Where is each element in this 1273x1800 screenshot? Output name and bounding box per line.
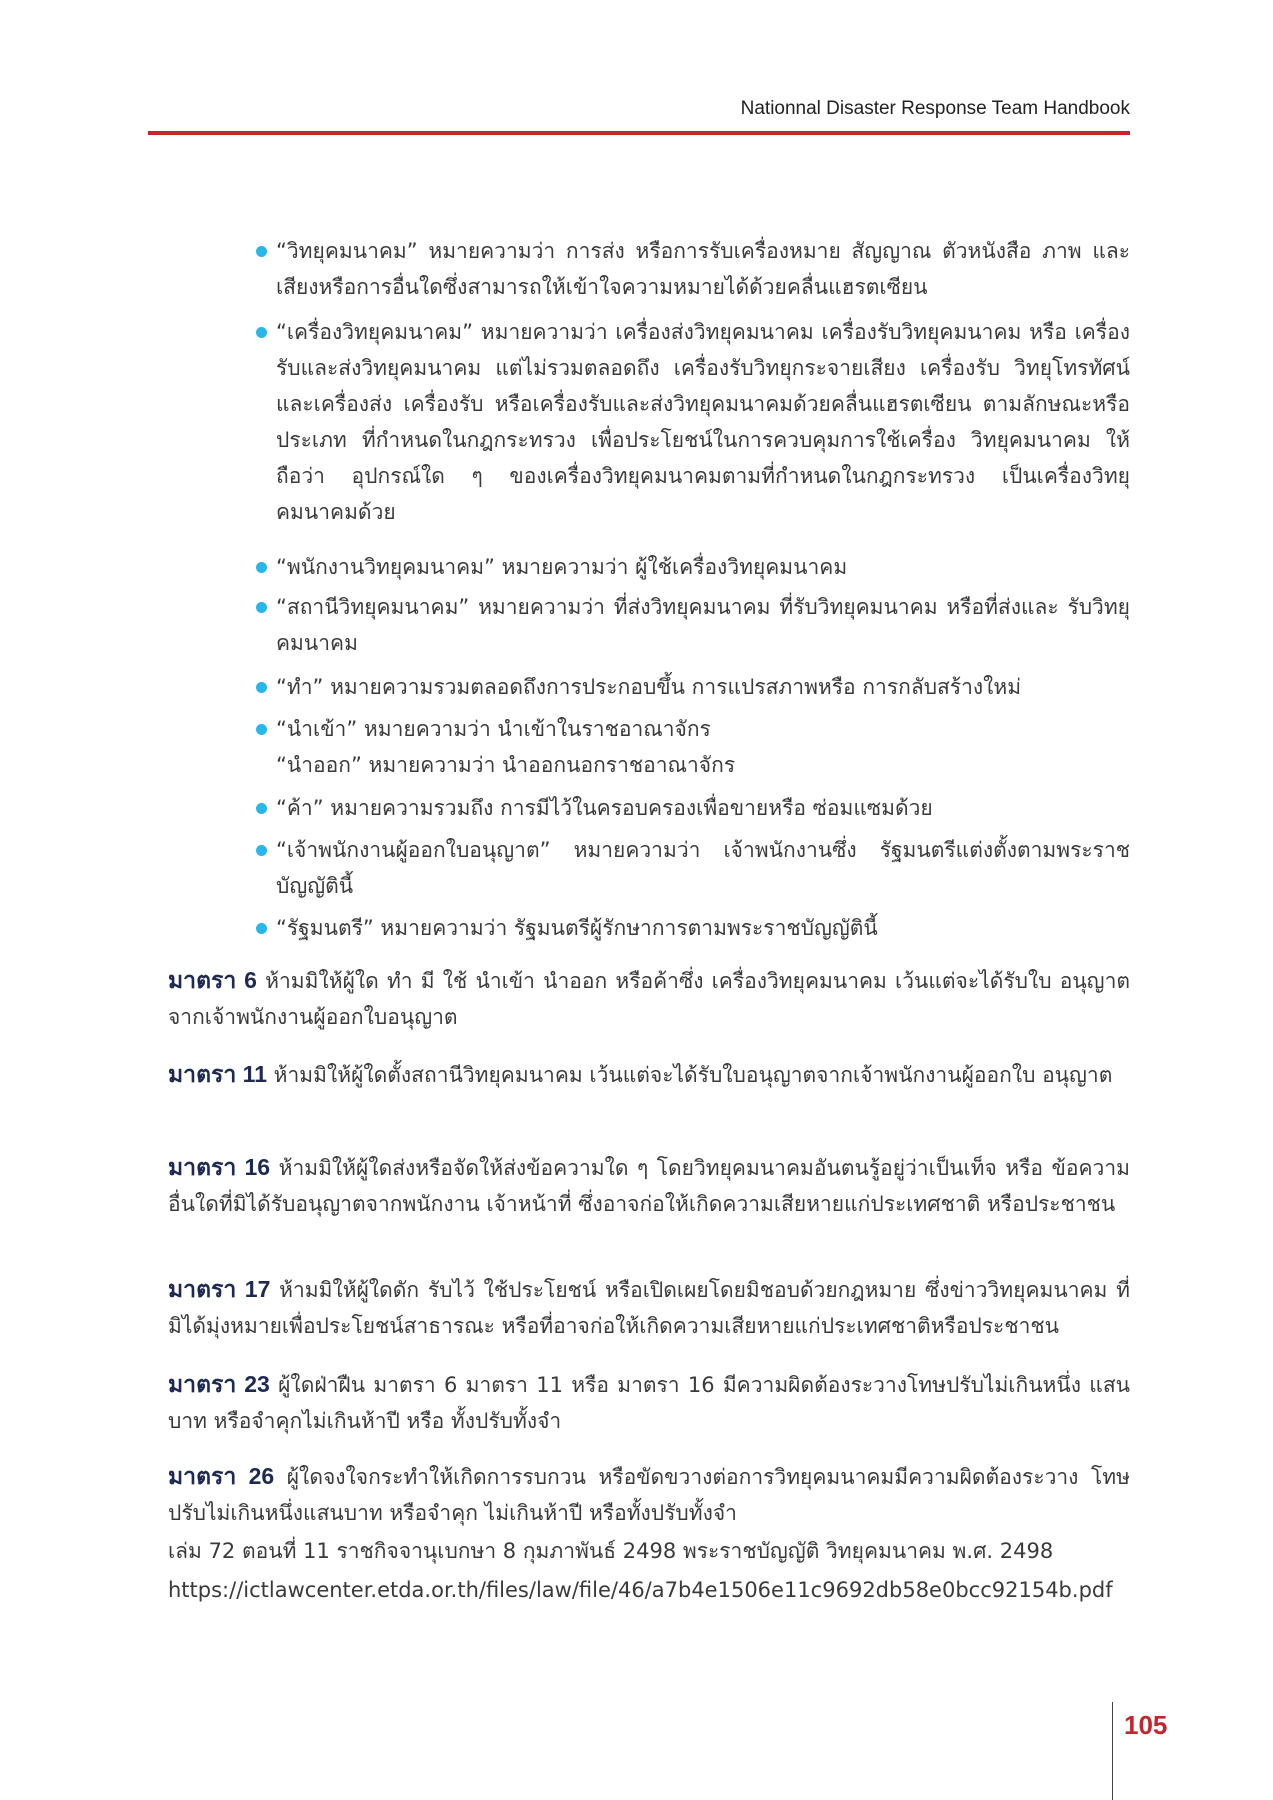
definition-text: “สถานีวิทยุคมนาคม” หมายความว่า ที่ส่งวิทยุคมนาคม ที่รับวิทยุคมนาคม หรือที่ส่งและ รับวิทยุคมนาคม xyxy=(276,595,1130,655)
section-text: ผู้ใดจงใจกระทำให้เกิดการรบกวน หรือขัดขวางต่อการวิทยุคมนาคมมีความผิดต้องระวาง โทษปรับไม่เกินหนึ่งแสนบาท หรือจำคุก ไม่เกินห้าปี หรือทั้งปรับทั้งจำ xyxy=(168,1465,1130,1525)
section-label: มาตรา 16 xyxy=(168,1154,271,1180)
footer-divider xyxy=(1112,1702,1113,1800)
definition-item xyxy=(276,233,1130,305)
section-text: ผู้ใดฝ่าฝืน มาตรา 6 มาตรา 11 หรือ มาตรา 16 มีความผิดต้องระวางโทษปรับไม่เกินหนึ่ง แสนบาท หรือจำคุกไม่เกินห้าปี หรือ ทั้งปรับทั้งจำ xyxy=(168,1373,1130,1433)
bullet-icon xyxy=(256,562,267,573)
definition-item xyxy=(276,910,1130,946)
section-label: มาตรา 11 xyxy=(168,1061,267,1087)
section-text: ห้ามมิให้ผู้ใดตั้งสถานีวิทยุคมนาคม เว้นแต่จะได้รับใบอนุญาตจากเจ้าพนักงานผู้ออกใบ อนุญาต xyxy=(267,1063,1113,1087)
section-label: มาตรา 17 xyxy=(168,1276,271,1302)
definition-text: “นำเข้า” หมายความว่า นำเข้าในราชอาณาจักร xyxy=(276,717,711,741)
bullet-icon xyxy=(256,803,267,814)
definition-item xyxy=(276,669,1130,705)
section-text: ห้ามมิให้ผู้ใดดัก รับไว้ ใช้ประโยชน์ หรือเปิดเผยโดยมิชอบด้วยกฎหมาย ซึ่งข่าววิทยุคมนาคม ที่มิได้มุ่งหมายเพื่อประโยชน์สาธารณะ หรือที่อาจก่อให้เกิดความเสียหายแก่ประเทศชาติหรือประชาชน xyxy=(168,1278,1131,1338)
header-rule xyxy=(148,131,1130,135)
definition-text: “นำออก” หมายความว่า นำออกนอกราชอาณาจักร xyxy=(276,753,736,777)
section-paragraph xyxy=(168,1458,1130,1531)
bullet-icon xyxy=(256,682,267,693)
bullet-icon xyxy=(256,923,267,934)
section-label: มาตรา 23 xyxy=(168,1371,270,1397)
section-label: มาตรา 6 xyxy=(168,967,257,993)
definition-text: “เครื่องวิทยุคมนาคม” หมายความว่า เครื่องส่งวิทยุคมนาคม เครื่องรับวิทยุคมนาคม หรือ เครื่องรับและส่งวิทยุคมนาคม แต่ไม่รวมตลอดถึง เครื่องรับวิทยุกระจายเสียง เครื่องรับ วิทยุโทรทัศน์ และเครื่องส่ง เครื่องรับ หรือเครื่องรับและส่งวิทยุคมนาคมด้วยคลื่นแฮรตเซียน ตามลักษณะหรือประเภท ที่กำหนดในกฎกระทรวง เพื่อประโยชน์ในการควบคุมการใช้เครื่อง วิทยุคมนาคม ให้ถือว่า อุปกรณ์ใด ๆ ของเครื่องวิทยุคมนาคมตามที่กำหนดในกฎกระทรวง เป็นเครื่องวิทยุคมนาคมด้วย xyxy=(276,320,1130,524)
definition-text: “ค้า” หมายความรวมถึง การมีไว้ในครอบครองเพื่อขายหรือ ซ่อมแซมด้วย xyxy=(276,796,933,820)
reference-url[interactable]: https://ictlawcenter.etda.or.th/files/law/file/46/a7b4e1506e11c9692db58e0bcc92154b.pdf xyxy=(168,1578,1113,1602)
bullet-icon xyxy=(256,845,267,856)
section-paragraph xyxy=(168,1149,1130,1222)
section-paragraph xyxy=(168,962,1130,1035)
section-paragraph xyxy=(168,1366,1130,1439)
section-label: มาตรา 26 xyxy=(168,1463,275,1489)
section-text: ห้ามมิให้ผู้ใดส่งหรือจัดให้ส่งข้อความใด ๆ โดยวิทยุคมนาคมอันตนรู้อยู่ว่าเป็นเท็จ หรือ ข้อความอื่นใดที่มิได้รับอนุญาตจากพนักงาน เจ้าหน้าที่ ซึ่งอาจก่อให้เกิดความเสียหายแก่ประเทศชาติ หรือประชาชน xyxy=(168,1156,1130,1216)
definition-text: “วิทยุคมนาคม” หมายความว่า การส่ง หรือการรับเครื่องหมาย สัญญาณ ตัวหนังสือ ภาพ และเสียงหรือการอื่นใดซึ่งสามารถให้เข้าใจความหมายได้ด้วยคลื่นแฮรตเซียน xyxy=(276,239,1130,299)
definition-item xyxy=(276,790,1130,826)
definition-item xyxy=(276,711,1130,783)
definition-text: “ทำ” หมายความรวมตลอดถึงการประกอบขึ้น การแปรสภาพหรือ การกลับสร้างใหม่ xyxy=(276,675,1022,699)
reference-citation: เล่ม 72 ตอนที่ 11 ราชกิจจานุเบกษา 8 กุมภาพันธ์ 2498 พระราชบัญญัติ วิทยุคมนาคม พ.ศ. 2498 xyxy=(168,1539,1054,1563)
section-text: ห้ามมิให้ผู้ใด ทำ มี ใช้ นำเข้า นำออก หรือค้าซึ่ง เครื่องวิทยุคมนาคม เว้นแต่จะได้รับใบ อนุญาตจากเจ้าพนักงานผู้ออกใบอนุญาต xyxy=(168,969,1130,1029)
definition-text: “เจ้าพนักงานผู้ออกใบอนุญาต” หมายความว่า เจ้าพนักงานซึ่ง รัฐมนตรีแต่งตั้งตามพระราช บัญญัตินี้ xyxy=(276,838,1130,898)
definition-item xyxy=(276,589,1130,661)
definition-item xyxy=(276,549,1130,585)
bullet-icon xyxy=(256,724,267,735)
definition-text: “รัฐมนตรี” หมายความว่า รัฐมนตรีผู้รักษาการตามพระราชบัญญัตินี้ xyxy=(276,916,878,940)
running-header: Nationnal Disaster Response Team Handbook xyxy=(740,98,1130,119)
page-number: 105 xyxy=(1124,1710,1168,1740)
bullet-icon xyxy=(256,246,267,257)
definition-text: “พนักงานวิทยุคมนาคม” หมายความว่า ผู้ใช้เครื่องวิทยุคมนาคม xyxy=(276,555,848,579)
bullet-icon xyxy=(256,602,267,613)
definition-item xyxy=(276,832,1130,904)
section-paragraph xyxy=(168,1271,1130,1344)
section-paragraph xyxy=(168,1056,1130,1093)
bullet-icon xyxy=(256,327,267,338)
definition-item xyxy=(276,314,1130,530)
